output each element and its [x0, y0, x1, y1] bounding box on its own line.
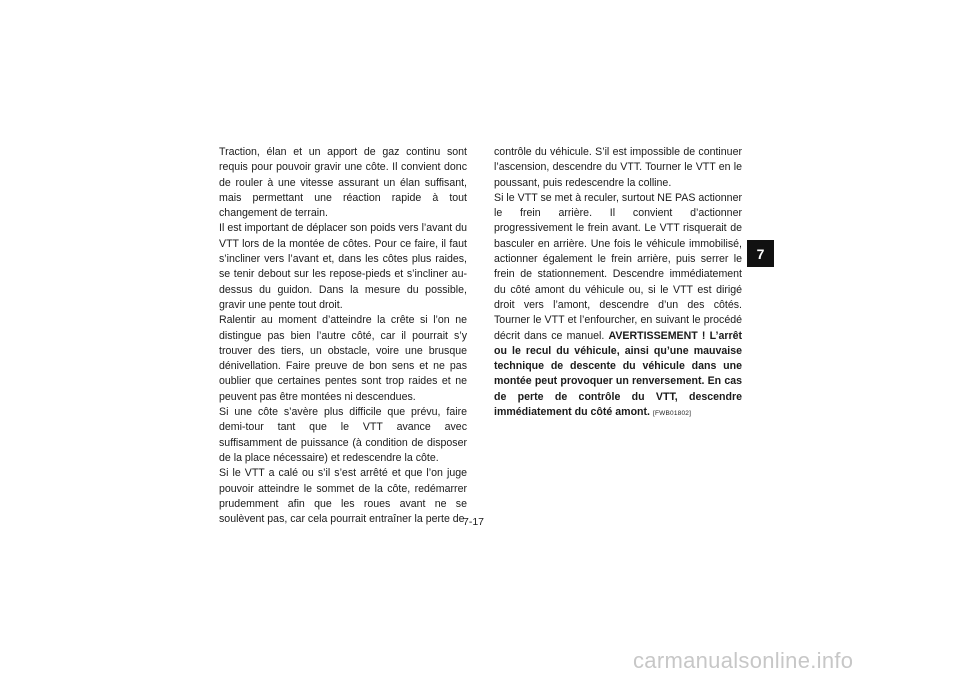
- paragraph: contrôle du véhicule. S’il est impossible de continuer l’ascension, descendre du VTT. Tourner le VTT en le poussant, puis redescendre la colline.: [494, 146, 742, 189]
- paragraph: Il est important de déplacer son poids vers l’avant du VTT lors de la montée de côtes. Pour ce faire, il faut s’incliner vers l’avant et, dans les côtes plus raides, se tenir debout sur les repose-pieds et s’incliner au-dessus du guidon. Dans la mesure du possible, gravir une pente tout droit.: [219, 222, 467, 311]
- paragraph: Traction, élan et un apport de gaz continu sont requis pour pouvoir gravir une côte. Il convient donc de rouler à une vitesse assurant un élan suffisant, mais permettant une réaction rapide à tout changement de terrain.: [219, 146, 467, 220]
- paragraph: Si le VTT a calé ou s’il s’est arrêté et que l’on juge pouvoir atteindre le sommet de la côte, redémarrer prudemment afin que les roues avant ne se soulèvent pas, car cela pourrait entraîner la perte de: [219, 467, 467, 526]
- right-text-column: [494, 145, 742, 421]
- paragraph: Si une côte s’avère plus difficile que prévu, faire demi-tour tant que le VTT avance avec suffisamment de puissance (à condition de disposer de la place nécessaire) et redescendre la côte.: [219, 406, 467, 464]
- chapter-tab: 7: [747, 240, 774, 267]
- paragraph: Ralentir au moment d’atteindre la crête si l’on ne distingue pas bien l’autre côté, car il pourrait s’y trouver des tiers, un obstacle, voire une brusque dénivellation. Faire preuve de bon sens et ne pas oublier que certaines pentes sont trop raides et ne peuvent pas être montées ni descendues.: [219, 314, 467, 403]
- page-number-text: 7-17: [463, 516, 485, 528]
- paragraph-with-warning: [494, 191, 742, 421]
- warning-code: [FWB01802]: [652, 410, 692, 418]
- warning-text: AVERTISSEMENT ! L’arrêt ou le recul du véhicule, ainsi qu’une mauvaise technique de descente du véhicule dans une montée peut provoquer un renversement. En cas de perte de contrôle du VTT, descendre immédiatement du côté amont.: [494, 329, 742, 419]
- watermark: carmanualsonline.info: [633, 648, 854, 673]
- left-text-column: [219, 145, 467, 527]
- paragraph-text: Si le VTT se met à reculer, surtout NE PAS actionner le frein arrière. Il convient d’actionner progressivement le frein avant. Le VTT risquerait de basculer en arrière. Une fois le véhicule immobilisé, actionner également le frein arrière, puis serrer le frein de stationnement. Descendre immédiatement du côté amont du véhicule ou, si le VTT est dirigé droit vers l’amont, descendre d’un des côtés. Tourner le VTT et l’enfourcher, en suivant le procédé décrit dans ce manuel.: [494, 191, 742, 342]
